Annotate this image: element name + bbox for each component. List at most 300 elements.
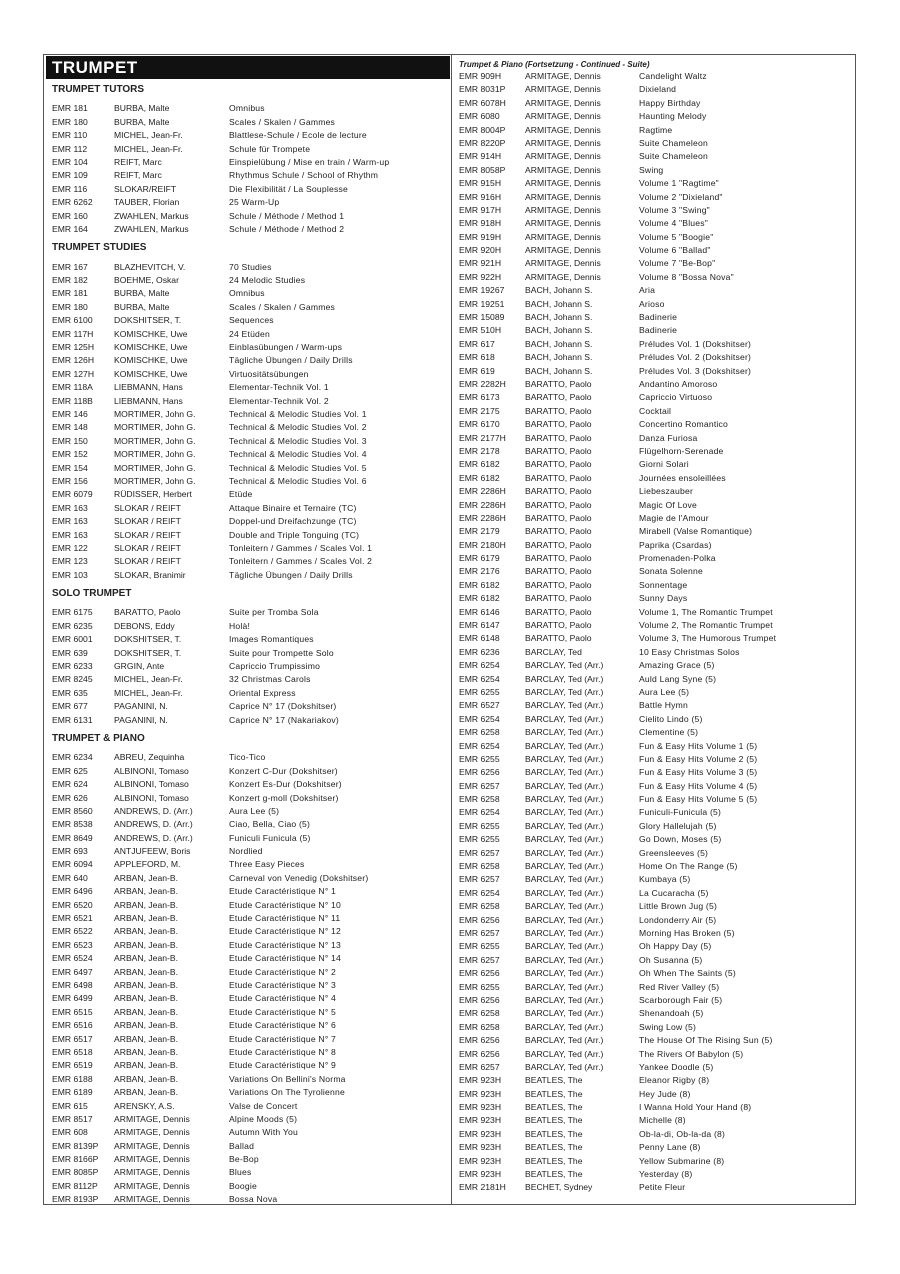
catalog-row — [46, 287, 450, 300]
catalog-row — [46, 792, 450, 805]
section-heading: TRUMPET TUTORS — [52, 84, 145, 95]
catalog-number: EMR 923H — [459, 1169, 502, 1180]
catalog-row — [455, 1034, 853, 1047]
piece-title: Morning Has Broken (5) — [639, 928, 735, 938]
composer-name: ARMITAGE, Dennis — [525, 124, 601, 135]
continued-list — [455, 70, 853, 1195]
piece-title: Danza Furiosa — [639, 432, 698, 443]
composer-name: ARBAN, Jean-B. — [114, 966, 178, 977]
catalog-number: EMR 619 — [459, 365, 495, 376]
catalog-row — [455, 686, 853, 699]
composer-name: MICHEL, Jean-Fr. — [114, 674, 183, 685]
catalog-row — [46, 116, 450, 129]
piece-title: Volume 1, The Romantic Trumpet — [639, 606, 773, 617]
catalog-number: EMR 163 — [52, 502, 88, 513]
catalog-number: EMR 6520 — [52, 899, 93, 910]
catalog-number: EMR 6258 — [459, 1008, 500, 1019]
catalog-row — [46, 462, 450, 475]
piece-title: Omnibus — [229, 288, 265, 299]
catalog-row — [46, 555, 450, 568]
piece-title: 25 Warm-Up — [229, 197, 280, 208]
piece-title: Yesterday (8) — [639, 1169, 693, 1180]
composer-name: BARATTO, Paolo — [525, 472, 592, 483]
composer-name: BARCLAY, Ted (Arr.) — [525, 700, 604, 711]
composer-name: ARBAN, Jean-B. — [114, 1060, 178, 1071]
composer-name: BARATTO, Paolo — [525, 512, 592, 523]
composer-name: SLOKAR/REIFT — [114, 183, 177, 194]
catalog-number: EMR 109 — [52, 170, 88, 181]
composer-name: BACH, Johann S. — [525, 285, 593, 296]
piece-title: Flügelhorn-Serenade — [639, 445, 724, 456]
piece-title: Badinerie — [639, 312, 678, 323]
composer-name: BEATLES, The — [525, 1102, 583, 1113]
catalog-row — [46, 1193, 450, 1206]
composer-name: DOKSHITSER, T. — [114, 647, 182, 658]
catalog-row — [46, 129, 450, 142]
piece-title: Greensleeves (5) — [639, 847, 709, 858]
catalog-number: EMR 6234 — [52, 752, 93, 763]
composer-name: ARBAN, Jean-B. — [114, 1020, 178, 1031]
composer-name: ZWAHLEN, Markus — [114, 210, 189, 221]
catalog-number: EMR 8004P — [459, 124, 506, 135]
catalog-number: EMR 510H — [459, 325, 502, 336]
piece-title: Suite Chameleon — [639, 151, 708, 162]
catalog-row — [455, 820, 853, 833]
piece-title: Cielito Lindo (5) — [639, 713, 703, 724]
piece-title: Sonnentage — [639, 579, 688, 590]
catalog-number: EMR 6499 — [52, 993, 93, 1004]
catalog-number: EMR 617 — [459, 338, 495, 349]
catalog-row — [455, 472, 853, 485]
composer-name: SLOKAR, Branimir — [114, 569, 186, 580]
catalog-row — [46, 1019, 450, 1032]
piece-title: Concertino Romantico — [639, 419, 729, 430]
catalog-row — [46, 1059, 450, 1072]
composer-name: BOEHME, Oskar — [114, 275, 179, 286]
composer-name: ARMITAGE, Dennis — [525, 137, 601, 148]
catalog-row — [46, 488, 450, 501]
catalog-number: EMR 6255 — [459, 834, 500, 845]
catalog-number: EMR 2282H — [459, 378, 506, 389]
piece-title: Technical & Melodic Studies Vol. 1 — [229, 408, 367, 419]
catalog-number: EMR 6257 — [459, 954, 500, 965]
composer-name: MORTIMER, John G. — [114, 462, 196, 473]
piece-title: Blattlese-Schule / Ecole de lecture — [229, 130, 367, 141]
catalog-row — [46, 1180, 450, 1193]
composer-name: BARATTO, Paolo — [525, 620, 592, 631]
piece-title: Caprice N° 17 (Nakariakov) — [229, 714, 339, 725]
catalog-row — [46, 687, 450, 700]
piece-title: Kumbaya (5) — [639, 874, 691, 885]
catalog-number: EMR 6255 — [459, 686, 500, 697]
composer-name: BARCLAY, Ted (Arr.) — [525, 928, 604, 938]
catalog-row — [46, 1140, 450, 1153]
composer-name: BARATTO, Paolo — [525, 419, 592, 430]
section-heading: SOLO TRUMPET — [52, 588, 132, 600]
composer-name: ANTJUFEEW, Boris — [114, 846, 191, 857]
piece-title: Oh Happy Day (5) — [639, 941, 712, 952]
catalog-number: EMR 6254 — [459, 740, 500, 751]
piece-title: Holà! — [229, 620, 251, 631]
catalog-row — [455, 83, 853, 96]
composer-name: DEBONS, Eddy — [114, 620, 175, 631]
piece-title: Volume 5 "Boogie" — [639, 231, 714, 242]
composer-name: ARENSKY, A.S. — [114, 1100, 175, 1111]
piece-title: Etude Caractéristique N° 7 — [229, 1033, 337, 1044]
catalog-number: EMR 6262 — [52, 197, 93, 208]
piece-title: Little Brown Jug (5) — [639, 901, 718, 912]
piece-title: Variations On The Tyrolienne — [229, 1087, 345, 1098]
catalog-number: EMR 8245 — [52, 674, 93, 685]
piece-title: Dixieland — [639, 84, 677, 95]
composer-name: DOKSHITSER, T. — [114, 634, 182, 645]
piece-title: Attaque Binaire et Ternaire (TC) — [229, 502, 357, 513]
catalog-number: EMR 146 — [52, 408, 88, 419]
catalog-row — [455, 1074, 853, 1087]
catalog-number: EMR 6080 — [459, 111, 500, 122]
piece-title: Paprika (Csardas) — [639, 539, 712, 550]
catalog-number: EMR 126H — [52, 355, 95, 366]
catalog-row — [455, 606, 853, 619]
catalog-number: EMR 6254 — [459, 673, 500, 684]
catalog-row — [455, 458, 853, 471]
composer-name: LIEBMANN, Hans — [114, 395, 183, 406]
catalog-number: EMR 915H — [459, 178, 502, 189]
piece-title: Variations On Bellini's Norma — [229, 1073, 346, 1084]
catalog-number: EMR 6521 — [52, 913, 93, 924]
catalog-number: EMR 110 — [52, 130, 88, 141]
composer-name: ARBAN, Jean-B. — [114, 1006, 178, 1017]
piece-title: Battle Hymn — [639, 700, 689, 711]
composer-name: MORTIMER, John G. — [114, 475, 196, 486]
piece-title: Technical & Melodic Studies Vol. 4 — [229, 449, 367, 460]
catalog-row — [455, 847, 853, 860]
composer-name: BARATTO, Paolo — [525, 606, 592, 617]
piece-title: Capriccio Trumpissimo — [229, 661, 321, 672]
catalog-number: EMR 2176 — [459, 566, 500, 577]
piece-title: Funiculi Funicula (5) — [229, 832, 311, 843]
composer-name: BARCLAY, Ted (Arr.) — [525, 794, 604, 805]
catalog-row — [46, 1100, 450, 1113]
composer-name: MORTIMER, John G. — [114, 449, 196, 460]
composer-name: ALBINONI, Tomaso — [114, 765, 189, 776]
composer-name: ARBAN, Jean-B. — [114, 886, 178, 897]
catalog-row — [455, 1155, 853, 1168]
catalog-number: EMR 618 — [459, 352, 495, 363]
piece-title: Volume 3, The Humorous Trumpet — [639, 633, 777, 644]
piece-title: Amazing Grace (5) — [639, 660, 715, 671]
piece-title: Valse de Concert — [229, 1100, 298, 1111]
catalog-row — [46, 885, 450, 898]
piece-title: Carneval von Venedig (Dokshitser) — [229, 872, 369, 883]
composer-name: BARCLAY, Ted (Arr.) — [525, 807, 604, 818]
catalog-number: EMR 6256 — [459, 968, 500, 979]
composer-name: REIFT, Marc — [114, 156, 162, 167]
catalog-number: EMR 6175 — [52, 607, 93, 618]
catalog-number: EMR 6524 — [52, 953, 93, 964]
catalog-row — [455, 1021, 853, 1034]
catalog-row — [46, 156, 450, 169]
catalog-number: EMR 181 — [52, 103, 88, 114]
piece-title: Magie de l'Amour — [639, 512, 709, 523]
catalog-row — [455, 338, 853, 351]
catalog-row — [455, 954, 853, 967]
catalog-row — [455, 1114, 853, 1127]
catalog-number: EMR 181 — [52, 288, 88, 299]
composer-name: ARBAN, Jean-B. — [114, 1087, 178, 1098]
catalog-number: EMR 6498 — [52, 980, 93, 990]
catalog-number: EMR 6257 — [459, 874, 500, 885]
catalog-row — [46, 435, 450, 448]
catalog-number: EMR 626 — [52, 792, 88, 803]
composer-name: BARCLAY, Ted — [525, 646, 582, 657]
composer-name: BARATTO, Paolo — [525, 633, 592, 644]
catalog-row — [46, 1153, 450, 1166]
composer-name: ALBINONI, Tomaso — [114, 792, 189, 803]
catalog-number: EMR 923H — [459, 1142, 502, 1153]
catalog-number: EMR 122 — [52, 542, 88, 553]
catalog-number: EMR 923H — [459, 1075, 502, 1086]
catalog-number: EMR 118A — [52, 382, 93, 393]
piece-title: 10 Easy Christmas Solos — [639, 646, 740, 657]
catalog-row — [455, 740, 853, 753]
section-heading: TRUMPET & PIANO — [52, 732, 145, 744]
piece-title: Badinerie — [639, 325, 678, 336]
catalog-number: EMR 8220P — [459, 137, 506, 148]
catalog-row — [46, 966, 450, 979]
composer-name: BEATLES, The — [525, 1115, 583, 1126]
catalog-row — [46, 778, 450, 791]
composer-name: APPLEFORD, M. — [114, 859, 181, 870]
catalog-row — [46, 1086, 450, 1099]
catalog-number: EMR 152 — [52, 449, 88, 460]
composer-name: KOMISCHKE, Uwe — [114, 355, 188, 366]
catalog-number: EMR 2181H — [459, 1182, 506, 1193]
piece-title: Suite per Tromba Sola — [229, 607, 319, 618]
catalog-row — [46, 620, 450, 633]
piece-title: Autumn With You — [229, 1127, 298, 1138]
catalog-row — [46, 660, 450, 673]
piece-title: Einblasübungen / Warm-ups — [229, 342, 343, 353]
composer-name: BEATLES, The — [525, 1128, 583, 1139]
composer-name: ANDREWS, D. (Arr.) — [114, 819, 193, 830]
catalog-number: EMR 6254 — [459, 887, 500, 898]
catalog-row — [455, 1007, 853, 1020]
piece-title: Aria — [639, 285, 656, 296]
catalog-section — [46, 83, 450, 236]
catalog-number: EMR 154 — [52, 462, 88, 473]
catalog-row — [46, 1006, 450, 1019]
piece-title: Magic Of Love — [639, 499, 698, 510]
piece-title: Scales / Skalen / Gammes — [229, 116, 336, 127]
catalog-row — [46, 952, 450, 965]
composer-name: BARCLAY, Ted (Arr.) — [525, 767, 604, 778]
catalog-row — [455, 673, 853, 686]
catalog-row — [46, 992, 450, 1005]
piece-title: Shenandoah (5) — [639, 1008, 704, 1019]
piece-title: Home On The Range (5) — [639, 861, 738, 872]
composer-name: BARCLAY, Ted (Arr.) — [525, 780, 604, 791]
piece-title: Suite pour Trompette Solo — [229, 647, 334, 658]
composer-name: BARCLAY, Ted (Arr.) — [525, 686, 604, 697]
piece-title: Fun & Easy Hits Volume 1 (5) — [639, 740, 758, 751]
catalog-number: EMR 180 — [52, 116, 88, 127]
catalog-row — [46, 102, 450, 115]
catalog-number: EMR 6100 — [52, 315, 93, 326]
piece-title: Londonderry Air (5) — [639, 914, 717, 925]
catalog-row — [455, 177, 853, 190]
catalog-row — [46, 196, 450, 209]
catalog-number: EMR 8193P — [52, 1194, 99, 1205]
composer-name: ARMITAGE, Dennis — [525, 111, 601, 122]
piece-title: Sequences — [229, 315, 274, 326]
catalog-number: EMR 6254 — [459, 713, 500, 724]
composer-name: ARMITAGE, Dennis — [114, 1154, 190, 1165]
left-sections — [46, 83, 450, 1207]
piece-title: Volume 1 "Ragtime" — [639, 178, 719, 189]
catalog-number: EMR 639 — [52, 647, 88, 658]
catalog-number: EMR 2179 — [459, 526, 500, 537]
piece-title: Oriental Express — [229, 687, 296, 698]
catalog-row — [455, 1181, 853, 1194]
catalog-row — [455, 257, 853, 270]
composer-name: ARBAN, Jean-B. — [114, 993, 178, 1004]
composer-name: ANDREWS, D. (Arr.) — [114, 832, 193, 843]
catalog-number: EMR 6255 — [459, 820, 500, 831]
catalog-number: EMR 916H — [459, 191, 502, 202]
catalog-number: EMR 6255 — [459, 941, 500, 952]
composer-name: MORTIMER, John G. — [114, 435, 196, 446]
composer-name: PAGANINI, N. — [114, 701, 168, 712]
catalog-number: EMR 123 — [52, 556, 88, 567]
catalog-number: EMR 8112P — [52, 1180, 98, 1191]
piece-title: Fun & Easy Hits Volume 5 (5) — [639, 794, 758, 805]
catalog-row — [455, 378, 853, 391]
catalog-row — [455, 324, 853, 337]
catalog-row — [455, 552, 853, 565]
catalog-row — [455, 565, 853, 578]
catalog-number: EMR 112 — [52, 143, 88, 154]
piece-title: Omnibus — [229, 103, 265, 114]
catalog-row — [455, 418, 853, 431]
piece-title: Swing — [639, 164, 664, 175]
catalog-row — [46, 1046, 450, 1059]
piece-title: Funiculi-Funicula (5) — [639, 807, 722, 818]
catalog-number: EMR 6497 — [52, 966, 93, 977]
catalog-section — [46, 241, 450, 582]
composer-name: BACH, Johann S. — [525, 325, 593, 336]
piece-title: Liebeszauber — [639, 486, 694, 497]
piece-title: Clementine (5) — [639, 727, 699, 738]
catalog-row — [46, 529, 450, 542]
composer-name: BARCLAY, Ted (Arr.) — [525, 954, 604, 965]
catalog-row — [455, 137, 853, 150]
catalog-row — [455, 499, 853, 512]
catalog-row — [455, 97, 853, 110]
catalog-row — [455, 646, 853, 659]
catalog-row — [46, 832, 450, 845]
composer-name: BARATTO, Paolo — [525, 405, 592, 416]
piece-title: Nordlied — [229, 846, 263, 857]
catalog-row — [455, 793, 853, 806]
composer-name: BARCLAY, Ted (Arr.) — [525, 834, 604, 845]
catalog-row — [46, 169, 450, 182]
piece-title: Yellow Submarine (8) — [639, 1155, 725, 1166]
composer-name: BACH, Johann S. — [525, 312, 593, 323]
catalog-number: EMR 2286H — [459, 499, 506, 510]
catalog-row — [46, 751, 450, 764]
composer-name: ARMITAGE, Dennis — [525, 271, 601, 282]
piece-title: 32 Christmas Carols — [229, 674, 311, 685]
piece-title: Elementar-Technik Vol. 1 — [229, 382, 329, 393]
piece-title: La Cucaracha (5) — [639, 887, 709, 898]
piece-title: Yankee Doodle (5) — [639, 1061, 714, 1072]
composer-name: BARCLAY, Ted (Arr.) — [525, 713, 604, 724]
catalog-row — [46, 314, 450, 327]
composer-name: ZWAHLEN, Markus — [114, 223, 189, 234]
piece-title: Konzert C-Dur (Dokshitser) — [229, 765, 338, 776]
catalog-row — [455, 164, 853, 177]
composer-name: ARMITAGE, Dennis — [525, 97, 601, 108]
catalog-row — [455, 432, 853, 445]
catalog-row — [46, 542, 450, 555]
piece-title: Technical & Melodic Studies Vol. 3 — [229, 435, 367, 446]
catalog-number: EMR 6522 — [52, 926, 93, 937]
catalog-row — [46, 354, 450, 367]
catalog-row — [455, 351, 853, 364]
section-heading: TRUMPET STUDIES — [52, 242, 147, 254]
piece-title: Eleanor Rigby (8) — [639, 1075, 710, 1086]
piece-title: Cocktail — [639, 405, 672, 416]
piece-title: Ragtime — [639, 124, 673, 135]
piece-title: Volume 7 "Be-Bop" — [639, 258, 716, 269]
composer-name: BEATLES, The — [525, 1075, 583, 1086]
catalog-number: EMR 6257 — [459, 1061, 500, 1072]
composer-name: ARMITAGE, Dennis — [114, 1140, 190, 1151]
catalog-row — [455, 231, 853, 244]
piece-title: Schule / Méthode / Method 2 — [229, 223, 345, 234]
catalog-row — [455, 110, 853, 123]
catalog-number: EMR 693 — [52, 846, 88, 857]
composer-name: MICHEL, Jean-Fr. — [114, 143, 183, 154]
catalog-number: EMR 6519 — [52, 1060, 93, 1071]
catalog-number: EMR 167 — [52, 261, 88, 272]
catalog-number: EMR 8538 — [52, 819, 93, 830]
piece-title: Tägliche Übungen / Daily Drills — [229, 569, 353, 580]
catalog-row — [455, 1048, 853, 1061]
piece-title: Happy Birthday — [639, 97, 701, 108]
piece-title: Etude Caractéristique N° 2 — [229, 966, 337, 977]
catalog-number: EMR 615 — [52, 1100, 88, 1111]
catalog-row — [46, 421, 450, 434]
catalog-number: EMR 8085P — [52, 1167, 99, 1178]
catalog-number: EMR 8058P — [459, 164, 506, 175]
composer-name: BARATTO, Paolo — [525, 378, 592, 389]
composer-name: ARMITAGE, Dennis — [525, 218, 601, 229]
catalog-number: EMR 103 — [52, 569, 88, 580]
catalog-number: EMR 919H — [459, 231, 502, 242]
piece-title: Volume 4 "Blues" — [639, 218, 709, 229]
catalog-row — [455, 1141, 853, 1154]
piece-title: Einspielübung / Mise en train / Warm-up — [229, 156, 390, 167]
piece-title: Capriccio Virtuoso — [639, 392, 713, 403]
catalog-row — [46, 912, 450, 925]
catalog-number: EMR 6182 — [459, 459, 500, 470]
piece-title: Bossa Nova — [229, 1194, 278, 1205]
catalog-number: EMR 6258 — [459, 794, 500, 805]
piece-title: Oh When The Saints (5) — [639, 968, 736, 979]
catalog-row — [46, 899, 450, 912]
